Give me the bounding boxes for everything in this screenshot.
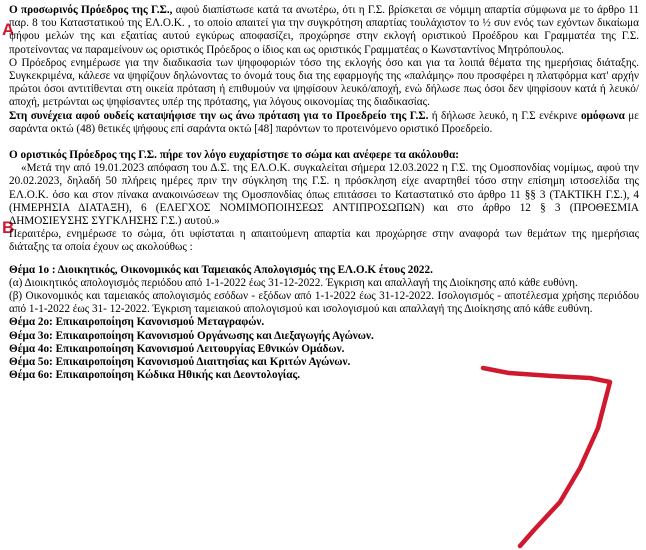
agenda-topic-4: Θέμα 4ο: Επικαιροποίηση Κανονισμού Λειτουργίας Εθνικών Ομάδων. (9, 342, 345, 355)
agenda-item-b: (β) Οικονομικός και ταμειακός απολογισμός εσόδων - εξόδων από 1-1-2022 έως 31-12-2022. Ισολογισμός - αποτέλεσμα χρήσης περιόδου από 1-1-2022 έως 31- 12-2022. Έγκριση ταμειακού απολογισμού και ισολογισμού και απαλλαγή της Διοίκησης από κάθε ευθύνη. (9, 290, 639, 316)
paragraph-election-result (9, 110, 639, 136)
president-quote: «Μετά την από 19.01.2023 απόφαση του Δ.Σ. της ΕΛ.Ο.Κ. συγκαλείται σήμερα 12.03.2022 η Γ.Σ. της Ομοσπονδίας νομίμως, αφού την 20.02.2023, δηλαδή 50 πλήρεις ημέρες πριν την σύγκληση της Γ.Σ. η πρόσκληση είχε αναρτηθεί τόσο στην επίσημη ιστοσελίδα της ΕΛ.Ο.Κ. όσο και στον πίνακα ανακοινώσεων της Ομοσπονδίας όπως επιτάσσει το Καταστατικό στο άρθρο 11 §§ 3 (ΤΑΚΤΙΚΗ Γ.Σ.), 4 (ΗΜΕΡΗΣΙΑ ΔΙΑΤΑΞΗ), 6 (ΕΛΕΓΧΟΣ ΝΟΜΙΜΟΠΟΙΗΣΕΩΣ ΑΝΤΙΠΡΟΣΩΠΩΝ) και στο άρθρο 12 § 3 (ΠΡΟΘΕΣΜΙΑ ΔΗΜΟΣΙΕΥΣΗΣ ΣΥΓΚΛΗΣΗΣ Γ.Σ.) αυτού.» (9, 162, 639, 228)
paragraph-voting-procedure: Ο Πρόεδρος ενημέρωσε για την διαδικασία των ψηφοφοριών τόσο της εκλογής όσο και για τα λοιπά θέματα της ημερήσιας διάταξης. Συγκεκριμένα, κάλεσε να ψηφίζουν δηλώνοντας το όνομά τους δια της εφαρμογής της «παλάμης» που προσφέρει η πλατφόρμα κατ' αρχήν πρώτοι όσοι αντιτίθενται στη οικεία πρόταση ή επιθυμούν να ψηφίσουν λευκό/αποχή, ενώ δήλωσε πως όσοι δεν ψηφίσουν κατά ή λευκό/αποχή, μετρώνται ως ψηφίσαντες υπέρ της πρότασης, για λόγους οικονομίας της διαδικασίας. (9, 56, 639, 109)
agenda-item-a: (α) Διοικητικός απολογισμός περιόδου από 1-1-2022 έως 31-12-2022. Έγκριση και απαλλαγή της Διοίκησης από κάθε ευθύνη. (9, 276, 578, 289)
red-stroke-path (483, 368, 610, 546)
paragraph-text: ή δήλωσε λευκό, η Γ.Σ ενέκρινε (428, 109, 581, 122)
provisional-president-label: Ο προσωρινός Πρόεδρος της Γ.Σ., (9, 4, 173, 16)
paragraph-provisional-president (9, 4, 639, 57)
agenda-topic-1: Θέμα 1ο : Διοικητικός, Οικονομικός και Ταμειακός Απολογισμός της ΕΛ.Ο.Κ έτους 2022. (9, 263, 433, 276)
agenda-topic-6: Θέμα 6ο: Επικαιροποίηση Κώδικα Ηθικής και Δεοντολογίας. (9, 369, 301, 382)
election-result-bold: Στη συνέχεια αφού ουδείς καταψήφισε την ως άνω πρόταση για το Προεδρείο της Γ.Σ. (9, 109, 429, 122)
agenda-topic-3: Θέμα 3ο: Επικαιροποίηση Κανονισμού Οργάνωσης και Διεξαγωγής Αγώνων. (9, 329, 374, 342)
agenda-topic-5: Θέμα 5ο: Επικαιροποίηση Κανονισμού Διαιτησίας και Κριτών Αγώνων. (9, 356, 351, 369)
annotation-marker-a: A (2, 20, 15, 39)
paragraph-text: αφού διαπίστωσε κατά τα ανωτέρω, ότι η Γ.Σ. βρίσκεται σε νόμιμη απαρτία σύμφωνα με το άρθρο 11 παρ. 8 του Καταστατικού της ΕΛ.Ο.Κ. , το οποίο απαιτεί για την συγκρότηση απαρτίας τουλάχιστον το ½ συν ενός των εχόντων δικαίωμα ψήφου μελών της και εξαιτίας αυτού εγκύρως αποφασίζει, προχώρησε στην εκλογή οριστικού Προέδρου και Γραμματέα της Γ.Σ. προτείνοντας να παραμείνουν ως οριστικός Πρόεδρος ο ίδιος και ως οριστικός Γραμματέας ο Κωνσταντίνος Μητρόπουλος. (9, 4, 639, 56)
paragraph-agenda-intro: Περαιτέρω, ενημέρωσε το σώμα, ότι υφίσταται η απαιτούμενη απαρτία και προχώρησε στην αναφορά των θεμάτων της ημερήσιας διάταξης τα οποία έχουν ως ακολούθως : (9, 228, 639, 254)
unanimous-label: ομόφωνα (580, 109, 625, 122)
section-b-heading: Ο οριστικός Πρόεδρος της Γ.Σ. πήρε τον λόγο ευχαρίστησε το σώμα και ανέφερε τα ακόλουθα: (9, 149, 459, 162)
document-body (9, 4, 639, 382)
annotation-marker-b: B (2, 218, 15, 237)
paragraph-text: με σαράντα οκτώ (48) θετικές ψήφους επί σαράντα οκτώ [48] παρόντων το προτεινόμενο οριστικό Προεδρείο. (9, 109, 639, 135)
agenda-topic-2: Θέμα 2ο: Επικαιροποίηση Κανονισμού Μεταγραφών. (9, 316, 265, 329)
